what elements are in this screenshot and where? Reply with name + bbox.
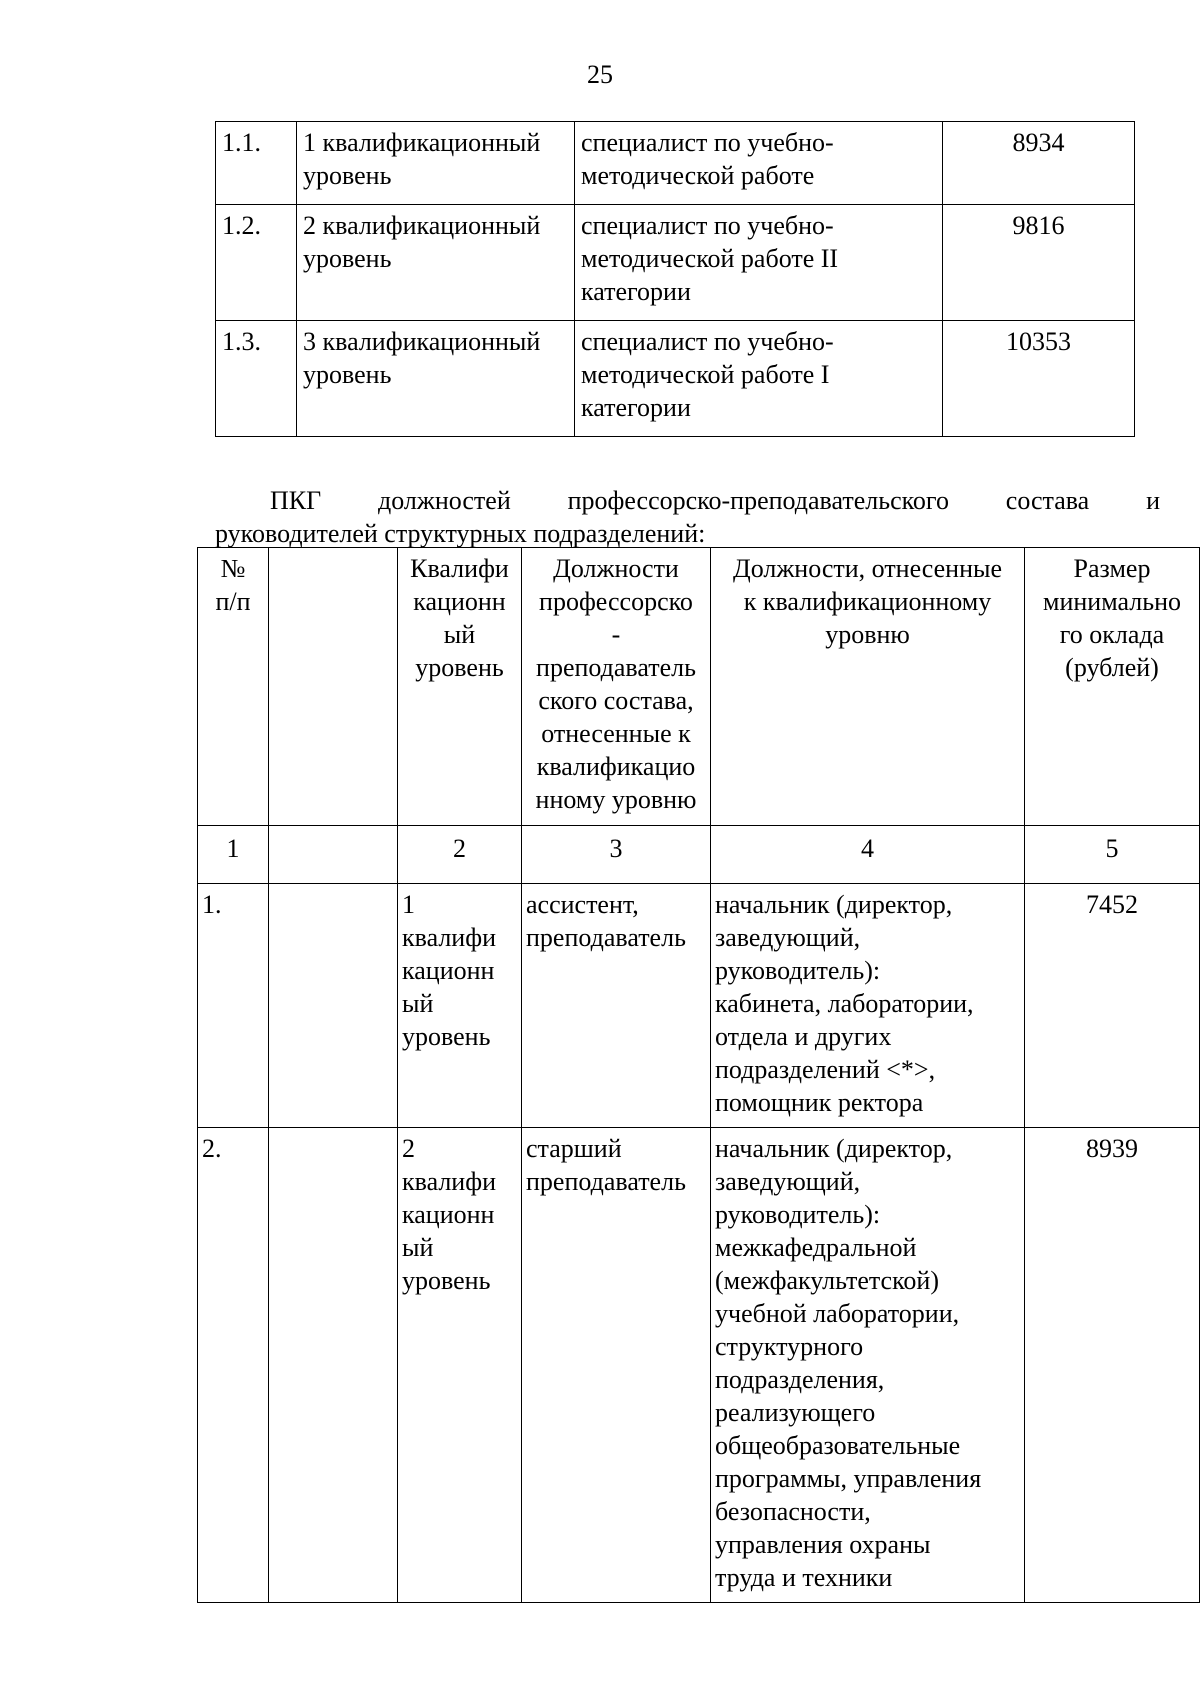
qualification-level: 2 квалификационный уровень bbox=[297, 205, 575, 321]
position-title: специалист по учебно- методической работе bbox=[575, 122, 943, 205]
blank-cell bbox=[269, 884, 398, 1128]
pps-positions: старший преподаватель bbox=[522, 1128, 711, 1603]
qualification-table-1 bbox=[215, 121, 1135, 437]
header-number: № п/п bbox=[198, 548, 269, 826]
header-salary: Размер минимально го оклада (рублей) bbox=[1025, 548, 1200, 826]
row-number: 1.2. bbox=[216, 205, 297, 321]
table-row bbox=[198, 1128, 1200, 1603]
positions: начальник (директор, заведующий, руководитель): межкафедральной (межфакультетской) учебной лаборатории, структурного подразделения, реализующего общеобразовательные программы, управления безопасности, управления охраны труда и техники bbox=[711, 1128, 1025, 1603]
header-blank bbox=[269, 548, 398, 826]
qualification-table-2 bbox=[197, 547, 1200, 1603]
paragraph-line-2: руководителей структурных подразделений: bbox=[215, 519, 706, 548]
header-qualification-level: Квалифи кационн ый уровень bbox=[398, 548, 522, 826]
row-number: 1. bbox=[198, 884, 269, 1128]
index-cell: 3 bbox=[522, 826, 711, 884]
row-number: 1.1. bbox=[216, 122, 297, 205]
index-cell bbox=[269, 826, 398, 884]
qualification-level: 1 квалифи кационн ый уровень bbox=[398, 884, 522, 1128]
row-number: 1.3. bbox=[216, 321, 297, 437]
index-cell: 1 bbox=[198, 826, 269, 884]
pps-positions: ассистент, преподаватель bbox=[522, 884, 711, 1128]
positions: начальник (директор, заведующий, руководитель): кабинета, лаборатории, отдела и других подразделений <*>, помощник ректора bbox=[711, 884, 1025, 1128]
header-positions: Должности, отнесенные к квалификационному уровню bbox=[711, 548, 1025, 826]
table-row bbox=[216, 205, 1135, 321]
salary-value: 7452 bbox=[1025, 884, 1200, 1128]
table-row bbox=[216, 122, 1135, 205]
position-title: специалист по учебно- методической работе I категории bbox=[575, 321, 943, 437]
paragraph-line-1: ПКГ должностей профессорско-преподавательского состава и bbox=[270, 486, 1160, 515]
section-paragraph bbox=[215, 484, 1160, 550]
row-number: 2. bbox=[198, 1128, 269, 1603]
salary-value: 9816 bbox=[943, 205, 1135, 321]
qualification-level: 3 квалификационный уровень bbox=[297, 321, 575, 437]
salary-value: 10353 bbox=[943, 321, 1135, 437]
header-pps-positions: Должности профессорско - преподаватель ского состава, отнесенные к квалификацио нному уровню bbox=[522, 548, 711, 826]
qualification-level: 2 квалифи кационн ый уровень bbox=[398, 1128, 522, 1603]
table-row bbox=[216, 321, 1135, 437]
salary-value: 8934 bbox=[943, 122, 1135, 205]
index-cell: 2 bbox=[398, 826, 522, 884]
index-cell: 5 bbox=[1025, 826, 1200, 884]
salary-value: 8939 bbox=[1025, 1128, 1200, 1603]
position-title: специалист по учебно- методической работе II категории bbox=[575, 205, 943, 321]
page-number: 25 bbox=[587, 60, 613, 89]
table-row bbox=[198, 884, 1200, 1128]
table-header-row bbox=[198, 548, 1200, 826]
qualification-level: 1 квалификационный уровень bbox=[297, 122, 575, 205]
index-cell: 4 bbox=[711, 826, 1025, 884]
table-index-row bbox=[198, 826, 1200, 884]
blank-cell bbox=[269, 1128, 398, 1603]
